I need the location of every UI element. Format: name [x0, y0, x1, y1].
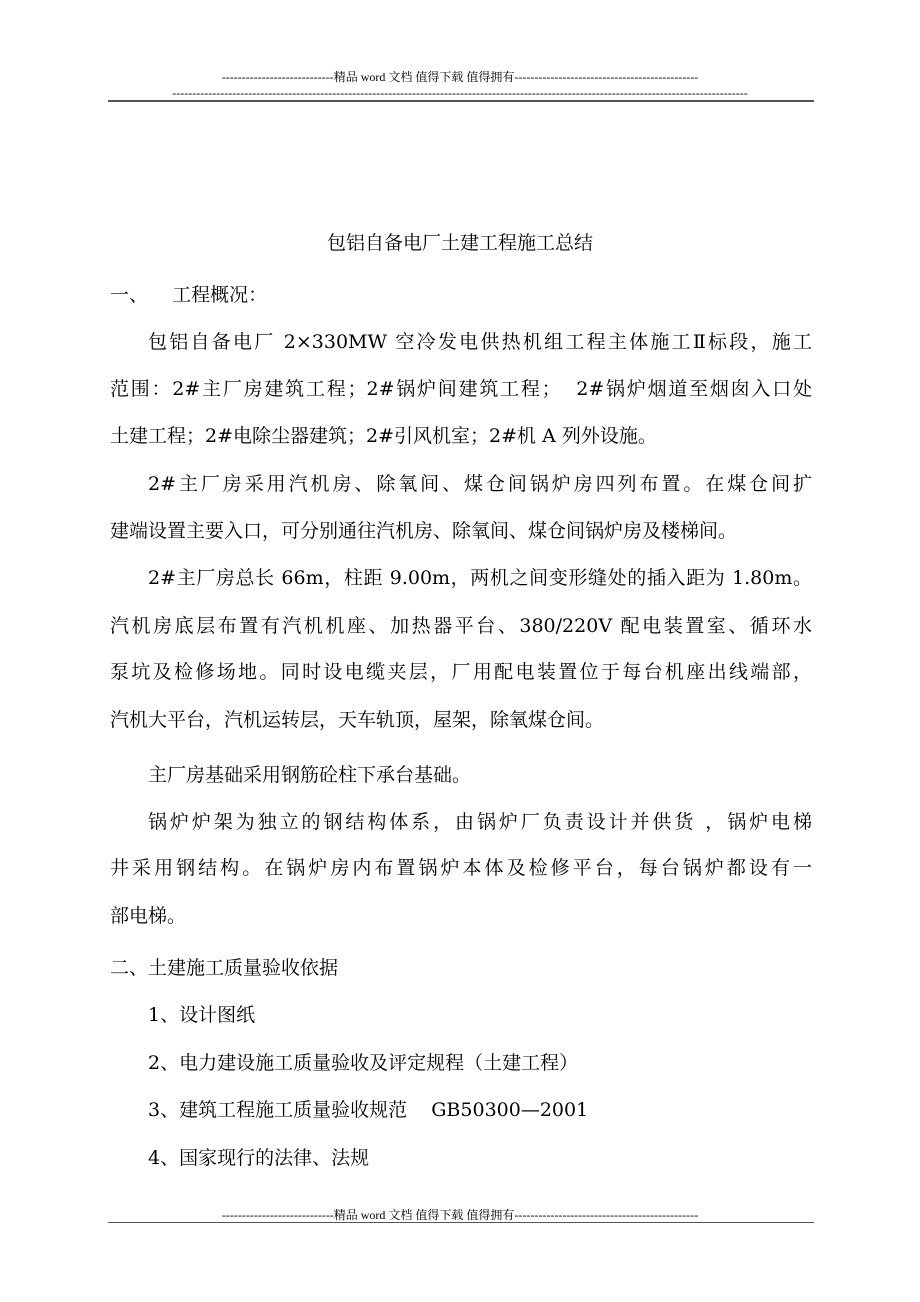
list-item: 2、电力建设施工质量验收及评定规程（土建工程） — [148, 1052, 579, 1074]
header-text: ----------------------------精品 word 文档 值得下载 值得拥有---------------------------------------------- — [221, 70, 699, 84]
paragraph-line: 部电梯。 — [110, 905, 187, 927]
list-item: 1、设计图纸 — [148, 1004, 256, 1026]
list-item: 3、建筑工程施工质量验收规范 GB50300—2001 — [148, 1099, 589, 1121]
footer-rule — [108, 1222, 814, 1223]
section-1-heading: 一、 工程概况： — [110, 284, 268, 306]
document-title: 包铝自备电厂土建工程施工总结 — [326, 232, 593, 254]
header-rule — [108, 100, 814, 102]
paragraph-line: 汽机房底层布置有汽机机座、加热器平台、380/220V 配电装置室、循环水 — [110, 615, 812, 637]
paragraph-line: 2#主厂房采用汽机房、除氧间、煤仓间锅炉房四列布置。在煤仓间扩 — [148, 473, 812, 495]
paragraph-line: 汽机大平台，汽机运转层，天车轨顶，屋架，除氧煤仓间。 — [110, 709, 605, 731]
paragraph-line: 井采用钢结构。在锅炉房内布置锅炉本体及检修平台，每台锅炉都设有一 — [110, 857, 812, 879]
paragraph-line: 主厂房基础采用钢筋砼柱下承台基础。 — [148, 764, 472, 786]
list-item: 4、国家现行的法律、法规 — [148, 1147, 370, 1169]
paragraph-line: 泵坑及检修场地。同时设电缆夹层，厂用配电装置位于每台机座出线端部， — [110, 661, 812, 683]
section-2-heading: 二、土建施工质量验收依据 — [110, 957, 339, 979]
paragraph-line: 2#主厂房总长 66m，柱距 9.00m，两机之间变形缝处的插入距为 1.80m。 — [148, 567, 812, 589]
paragraph-line: 范围：2#主厂房建筑工程；2#锅炉间建筑工程； 2#锅炉烟道至烟囱入口处 — [110, 378, 812, 400]
footer-text: ----------------------------精品 word 文档 值得下载 值得拥有---------------------------------------------- — [221, 1208, 699, 1222]
header-dashes: ------------------------------------------------------------------------------------------------------------------------------------------------ — [172, 86, 748, 100]
paragraph-line: 锅炉炉架为独立的钢结构体系，由锅炉厂负责设计并供货 ，锅炉电梯 — [148, 811, 812, 833]
paragraph-line: 土建工程；2#电除尘器建筑；2#引风机室；2#机 A 列外设施。 — [110, 425, 657, 447]
paragraph-line: 建端设置主要入口，可分别通往汽机房、除氧间、煤仓间锅炉房及楼梯间。 — [110, 520, 738, 542]
paragraph-line: 包铝自备电厂 2×330MW 空冷发电供热机组工程主体施工Ⅱ标段，施工 — [148, 331, 812, 353]
